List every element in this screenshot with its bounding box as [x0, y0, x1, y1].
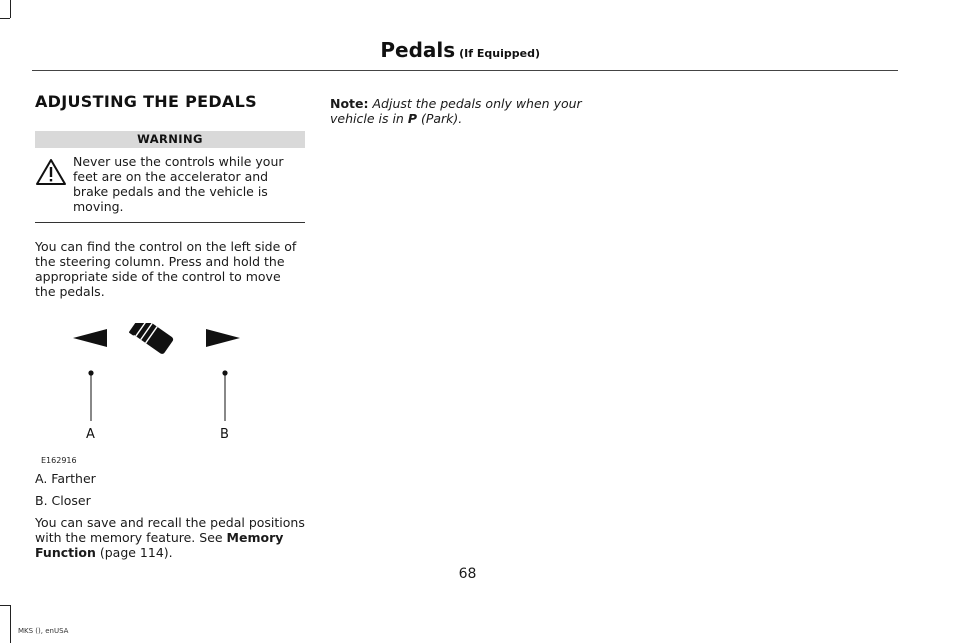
- warning-label: WARNING: [35, 131, 305, 148]
- crop-mark: [10, 0, 11, 18]
- warning-triangle-icon: [35, 158, 67, 186]
- crop-mark: [10, 605, 11, 643]
- memory-text: You can save and recall the pedal positions with the memory feature. See: [35, 515, 305, 545]
- figure-drawing: [35, 323, 265, 453]
- left-arrow-icon: [73, 329, 107, 347]
- body-paragraph: You can find the control on the left side of the steering column. Press and hold the appropriate side of the control to move the pedals.: [35, 239, 297, 299]
- header-rule: [32, 70, 898, 71]
- crop-mark: [0, 605, 10, 606]
- legend-item-b: B. Closer: [35, 493, 91, 508]
- pedal-control-figure: [35, 323, 265, 463]
- note-text-end: (Park).: [417, 111, 463, 126]
- note-label: Note:: [330, 96, 369, 111]
- header-subtitle: (If Equipped): [459, 47, 540, 60]
- warning-box: [35, 148, 305, 223]
- left-column: [35, 92, 305, 560]
- section-heading: ADJUSTING THE PEDALS: [35, 92, 257, 111]
- page-number: 68: [458, 566, 477, 582]
- warning-text: Never use the controls while your feet are on the accelerator and brake pedals and the vehicle is moving.: [73, 154, 284, 214]
- memory-paragraph: [35, 515, 305, 560]
- note-text: Adjust the pedals only when your vehicle is in: [330, 96, 582, 126]
- memory-page-ref: (page 114).: [95, 545, 173, 560]
- note-paragraph: [330, 96, 590, 126]
- page-header: [380, 38, 540, 62]
- crop-mark: [0, 18, 10, 19]
- pedal-icon: [129, 323, 175, 356]
- label-a: A: [86, 427, 95, 442]
- label-b: B: [220, 427, 229, 442]
- right-arrow-icon: [206, 329, 240, 347]
- park-letter: P: [407, 111, 417, 126]
- header-title: Pedals: [380, 38, 456, 62]
- memory-function-link[interactable]: Memory Function: [35, 530, 284, 560]
- figure-code: E162916: [41, 456, 77, 465]
- legend-item-a: A. Farther: [35, 471, 96, 486]
- right-column: [330, 96, 590, 126]
- footer-code: MKS (), enUSA: [18, 627, 69, 635]
